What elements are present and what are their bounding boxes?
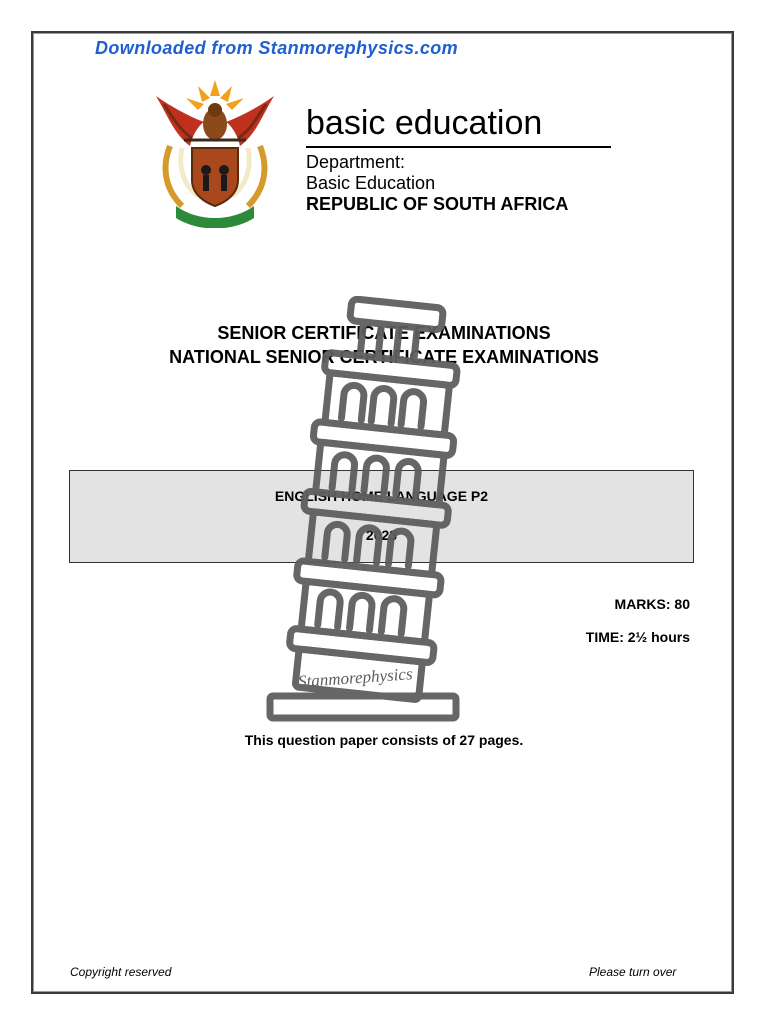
subject-box — [69, 470, 694, 563]
download-source-text[interactable]: Downloaded from Stanmorephysics.com — [95, 38, 459, 58]
subject-title: ENGLISH HOME LANGUAGE P2 — [274, 488, 489, 504]
department-name: Basic Education — [306, 173, 436, 193]
turn-over-footer: Please turn over — [589, 965, 677, 979]
page-count-text: This question paper consists of 27 pages. — [244, 732, 524, 748]
country-name: REPUBLIC OF SOUTH AFRICA — [306, 194, 569, 214]
marks-label: MARKS: 80 — [614, 596, 690, 612]
exam-title-national: NATIONAL SENIOR CERTIFICATE EXAMINATIONS — [169, 347, 599, 367]
coat-of-arms-icon — [148, 76, 282, 228]
time-label: TIME: 2½ hours — [585, 629, 690, 645]
department-brand-title: basic education — [306, 104, 543, 142]
copyright-footer: Copyright reserved — [70, 965, 172, 979]
subject-year: 2023 — [365, 527, 398, 543]
watermark-text: Stanmorephysics — [297, 664, 414, 692]
brand-divider — [306, 146, 611, 148]
exam-title-senior: SENIOR CERTIFICATE EXAMINATIONS — [217, 323, 551, 343]
department-label: Department: — [306, 152, 406, 172]
